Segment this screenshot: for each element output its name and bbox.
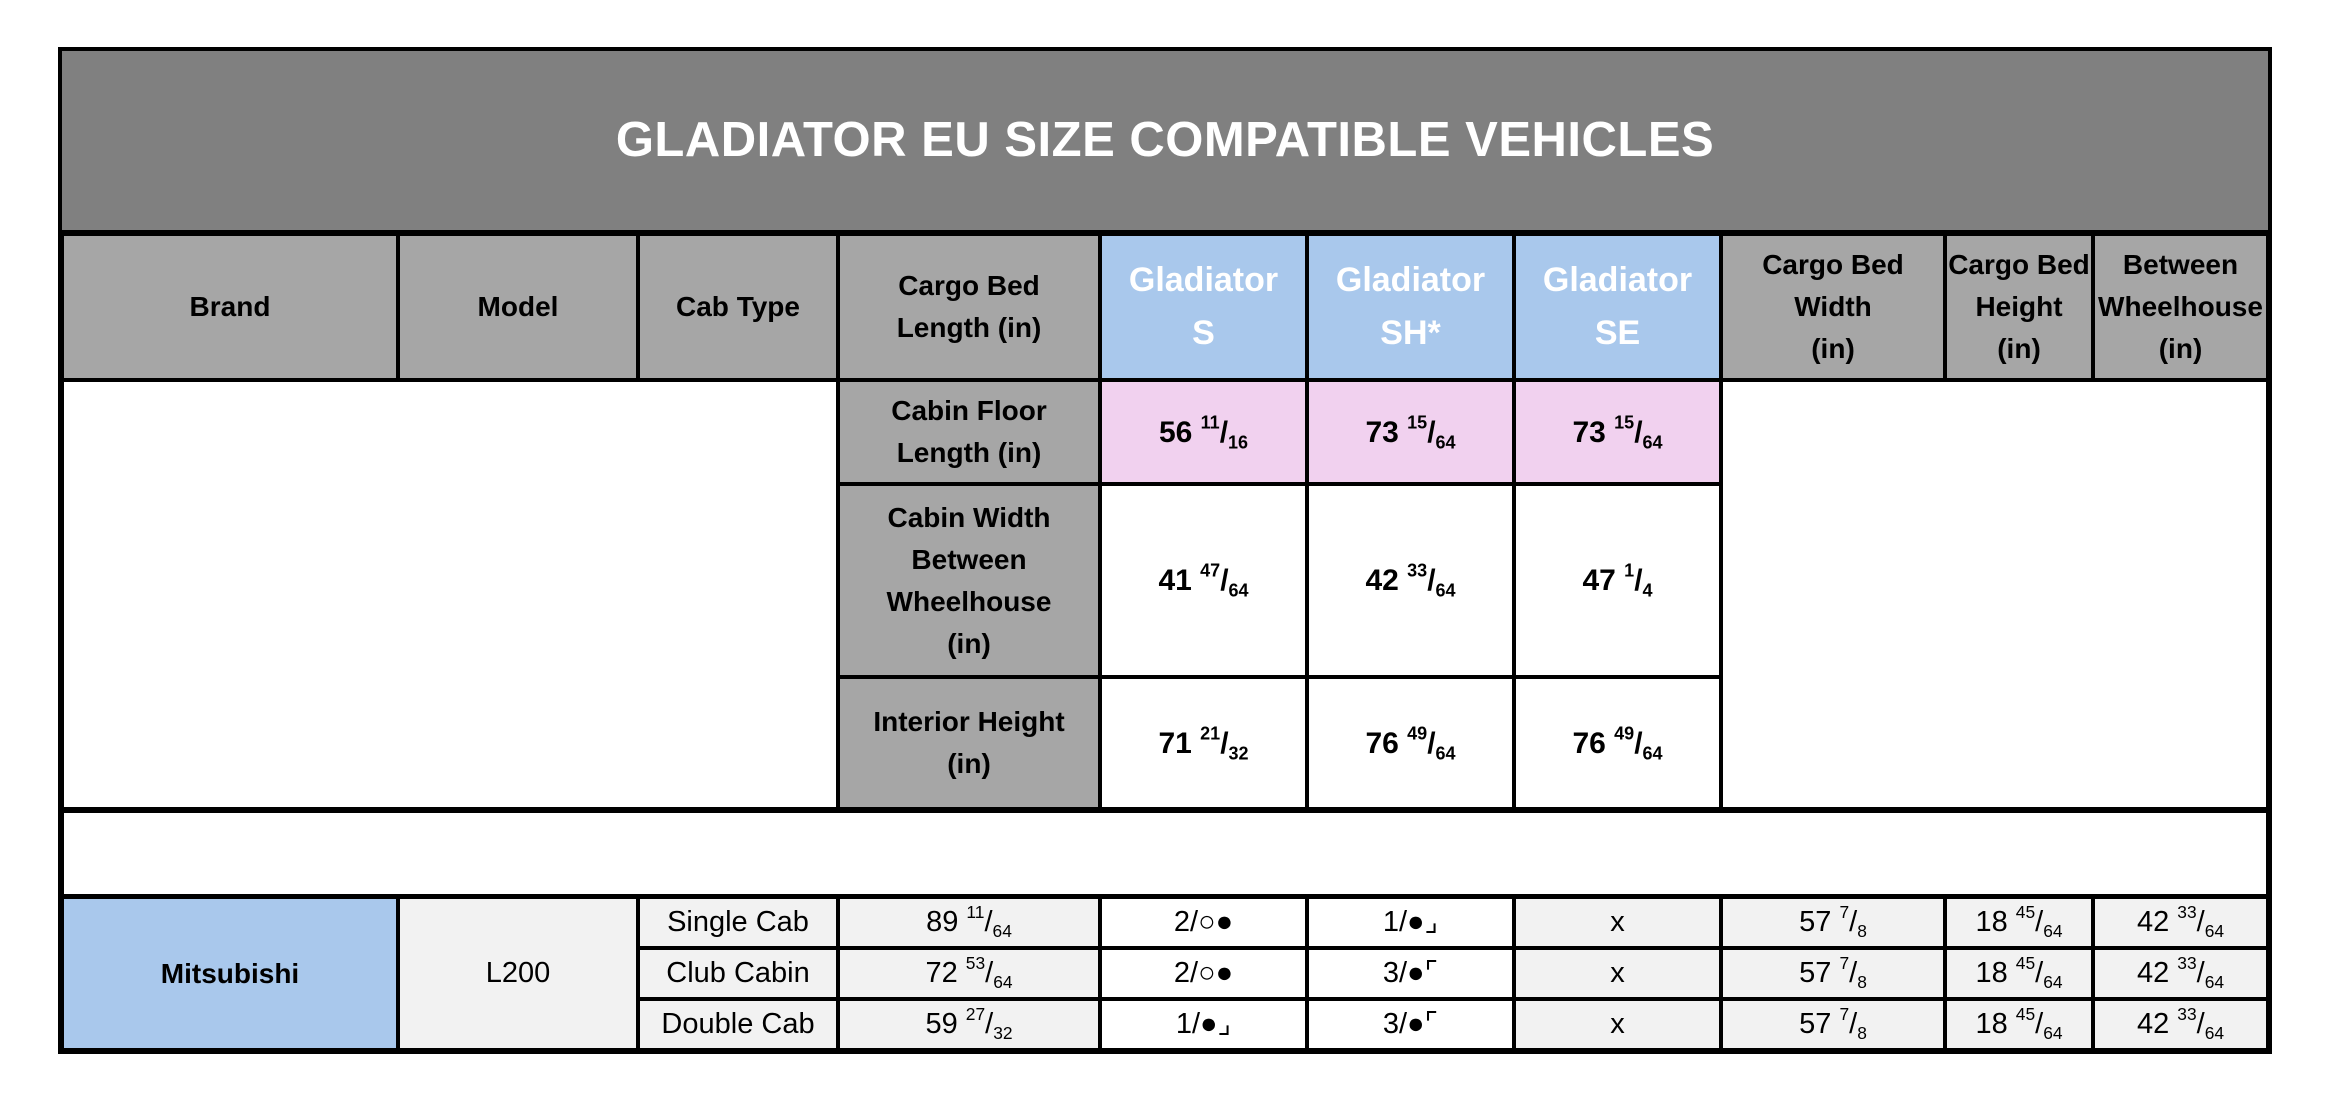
table-row-fit-se: x: [1514, 897, 1721, 948]
table-row-width: 57 $^7/_8$: [1721, 897, 1945, 948]
header-line: S: [1192, 314, 1215, 352]
specs-blank-left: [62, 380, 838, 809]
header-cargo-bed-length: [838, 234, 1100, 380]
table-row-fit-sh: 3/●⌜: [1307, 999, 1514, 1050]
table-row-fit-sh: 1/●⌟: [1307, 897, 1514, 948]
table-row-fit-s: 2/○●: [1100, 948, 1307, 999]
spacer-row: [62, 809, 2268, 897]
table-row-cab: Double Cab: [638, 999, 838, 1050]
table-row-bed-length: 72 $^{53}/_{64}$: [838, 948, 1100, 999]
header-line: (in): [2158, 333, 2203, 364]
spec-label-cabin-width: [838, 484, 1100, 677]
model-cell: L200: [398, 897, 638, 1050]
header-line: Between: [2122, 249, 2239, 280]
table-row-fit-se: x: [1514, 948, 1721, 999]
header-line: Cargo Bed: [898, 270, 1040, 301]
spec-value: 71 $^{21}/_{32}$: [1100, 677, 1307, 809]
spec-value: 47 $^1/_4$: [1514, 484, 1721, 677]
header-cargo-bed-width: [1721, 234, 1945, 380]
header-line: Length (in): [896, 312, 1042, 343]
header-gladiator-sh: [1307, 234, 1514, 380]
spec-value: 73 $^{15}/_{64}$: [1307, 380, 1514, 484]
table-row-fit-se: x: [1514, 999, 1721, 1050]
spec-line: (in): [947, 627, 991, 659]
compatibility-table: [58, 47, 2272, 1054]
header-gladiator-s: [1100, 234, 1307, 380]
header-gladiator-se: [1514, 234, 1721, 380]
specs-blank-right: [1721, 380, 2268, 809]
table-row-width: 57 $^7/_8$: [1721, 948, 1945, 999]
table-row-height: 18 $^{45}/_{64}$: [1945, 999, 2093, 1050]
table-row-fit-s: 1/●⌟: [1100, 999, 1307, 1050]
table-row-wheelhouse: 42 $^{33}/_{64}$: [2093, 897, 2268, 948]
table-row-bed-length: 59 $^{27}/_{32}$: [838, 999, 1100, 1050]
header-line: (in): [1997, 333, 2041, 364]
table-row-wheelhouse: 42 $^{33}/_{64}$: [2093, 948, 2268, 999]
header-line: Height: [1975, 291, 2063, 322]
spec-value: 76 $^{49}/_{64}$: [1307, 677, 1514, 809]
header-cab-type: Cab Type: [638, 234, 838, 380]
spec-label-cabin-floor-length: [838, 380, 1100, 484]
spec-line: Cabin Width: [887, 501, 1051, 533]
table-row-cab: Club Cabin: [638, 948, 838, 999]
header-line: Gladiator: [1128, 261, 1279, 300]
header-between-wheelhouse: [2093, 234, 2268, 380]
header-line: Gladiator: [1542, 261, 1693, 300]
spec-line: Cabin Floor: [891, 395, 1047, 426]
header-brand: Brand: [62, 234, 398, 380]
header-line: SE: [1594, 314, 1641, 352]
spec-line: Between: [911, 543, 1027, 575]
spec-value: 73 $^{15}/_{64}$: [1514, 380, 1721, 484]
table-row-fit-s: 2/○●: [1100, 897, 1307, 948]
table-row-bed-length: 89 $^{11}/_{64}$: [838, 897, 1100, 948]
header-line: SH*: [1380, 314, 1441, 352]
spec-label-interior-height: [838, 677, 1100, 809]
table-row-wheelhouse: 42 $^{33}/_{64}$: [2093, 999, 2268, 1050]
header-cargo-bed-height: [1945, 234, 2093, 380]
header-line: Cargo Bed: [1762, 249, 1904, 280]
header-line: Cargo Bed: [1948, 249, 2090, 280]
table-row-height: 18 $^{45}/_{64}$: [1945, 897, 2093, 948]
spec-value: 56 $^{11}/_{16}$: [1100, 380, 1307, 484]
table-row-height: 18 $^{45}/_{64}$: [1945, 948, 2093, 999]
brand-cell: Mitsubishi: [62, 897, 398, 1050]
header-line: Gladiator: [1335, 261, 1486, 300]
table-row-cab: Single Cab: [638, 897, 838, 948]
table-row-fit-sh: 3/●⌜: [1307, 948, 1514, 999]
header-model: Model: [398, 234, 638, 380]
header-line: (in): [1811, 333, 1855, 364]
spec-value: 41 $^{47}/_{64}$: [1100, 484, 1307, 677]
spec-line: Wheelhouse: [886, 585, 1052, 617]
spec-value: 42 $^{33}/_{64}$: [1307, 484, 1514, 677]
header-line: Width: [1794, 291, 1872, 322]
spec-value: 76 $^{49}/_{64}$: [1514, 677, 1721, 809]
spec-line: Interior Height: [873, 706, 1065, 737]
header-line: Wheelhouse: [2098, 291, 2263, 322]
table-title: GLADIATOR EU SIZE COMPATIBLE VEHICLES: [62, 51, 2268, 234]
spec-line: (in): [947, 748, 991, 779]
table-row-width: 57 $^7/_8$: [1721, 999, 1945, 1050]
spec-line: Length (in): [896, 437, 1042, 468]
